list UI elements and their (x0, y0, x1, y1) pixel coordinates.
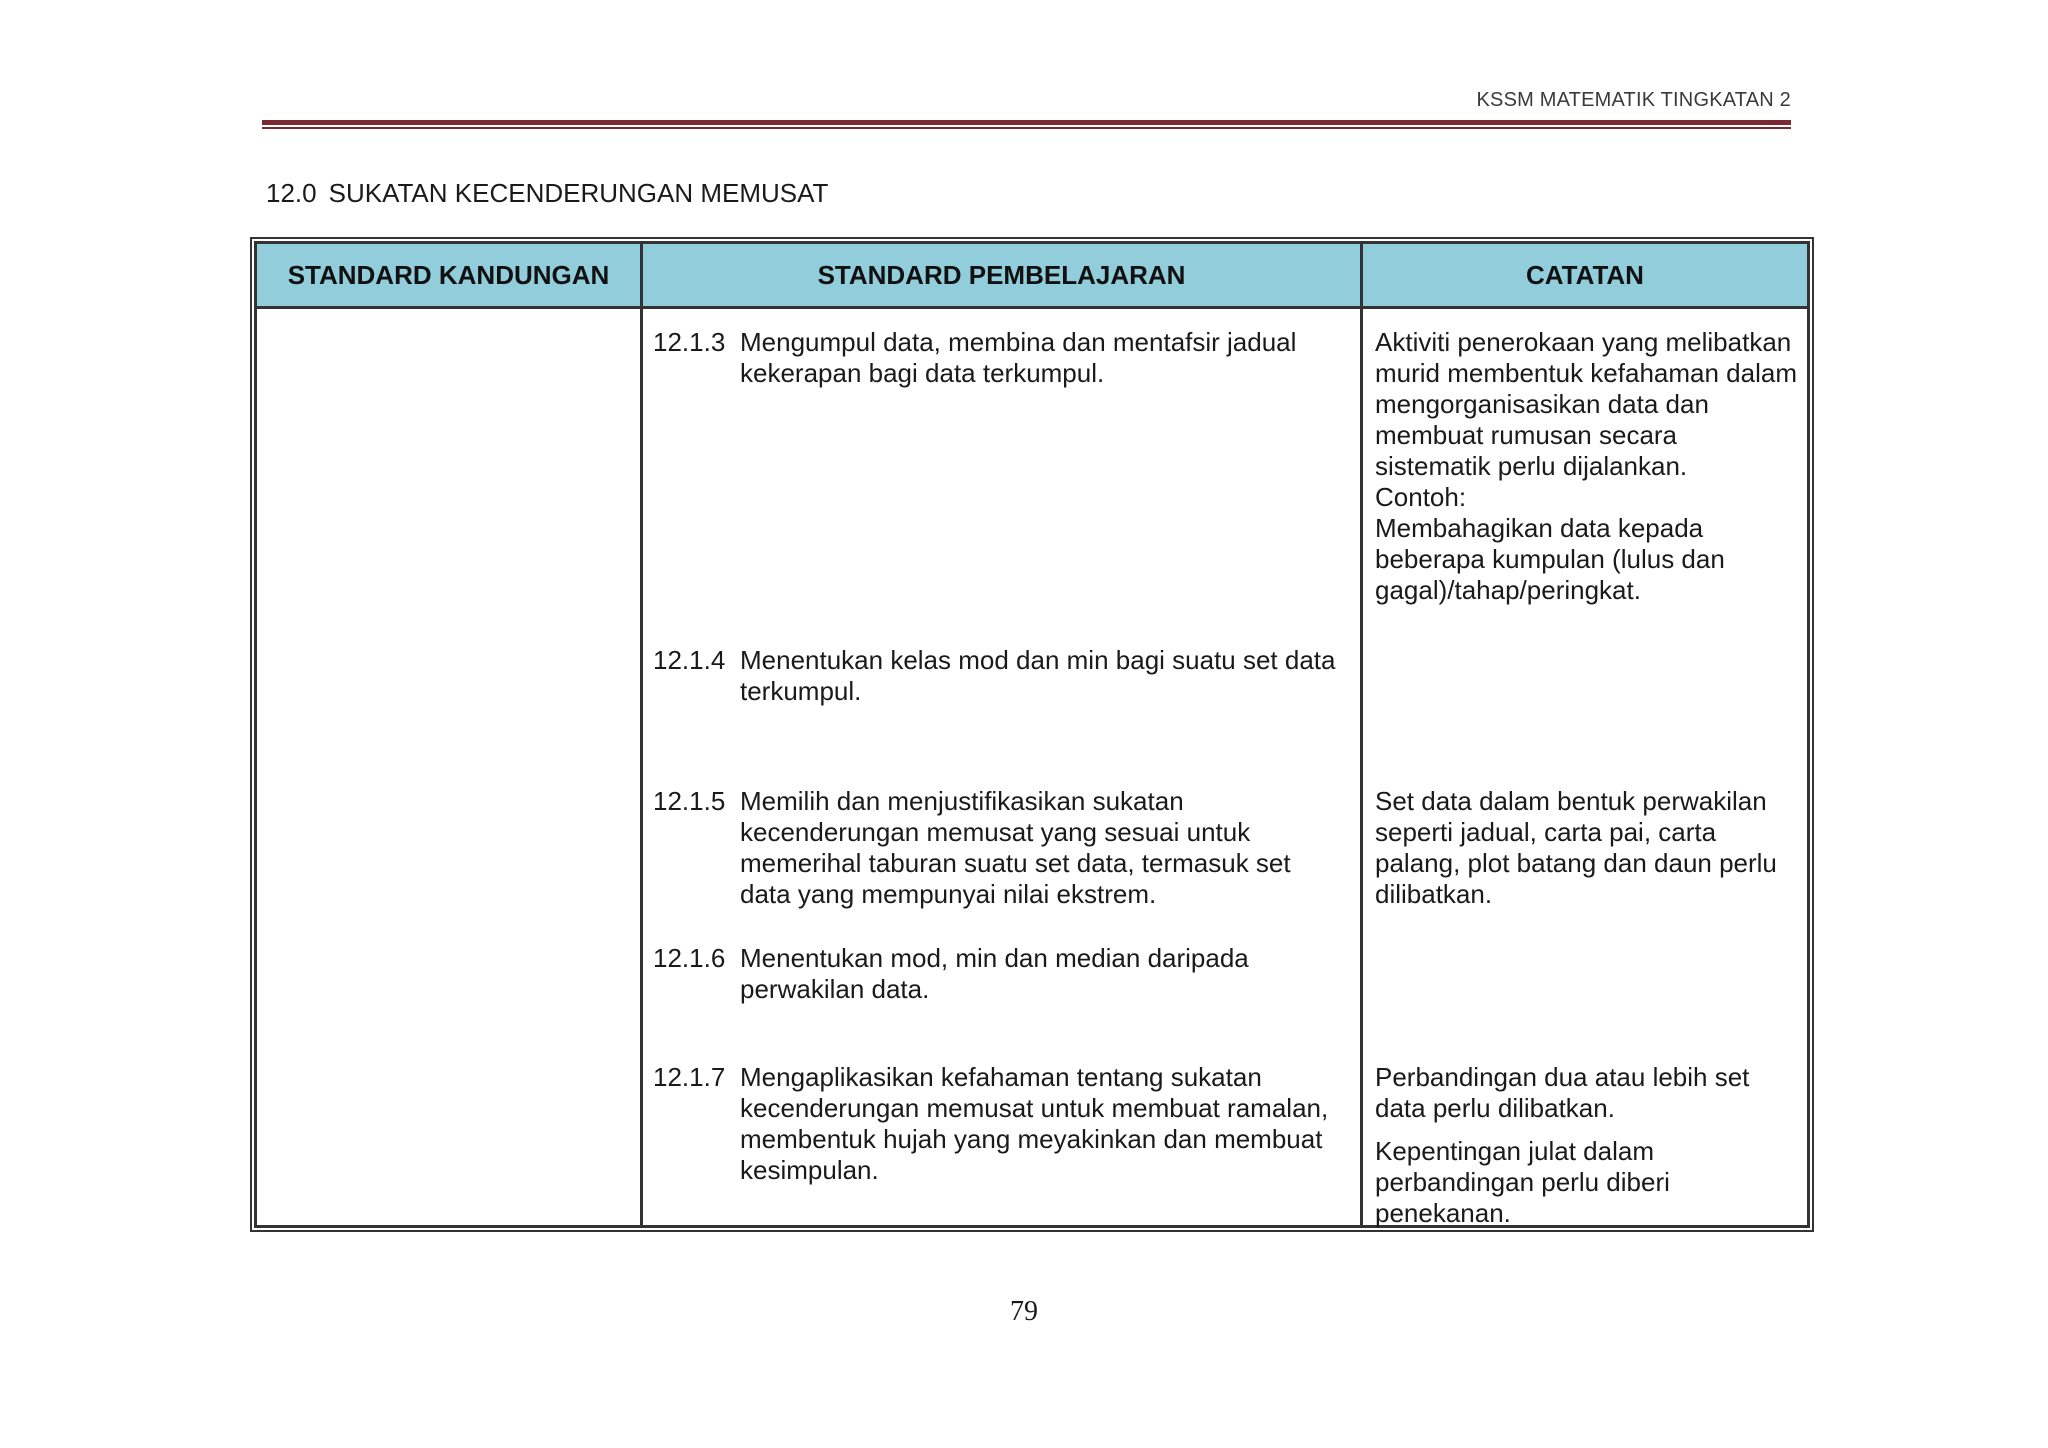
column-header-catatan: CATATAN (1362, 243, 1809, 308)
standard-code: 12.1.4 (653, 645, 726, 675)
note-paragraph: Set data dalam bentuk perwakilan seperti jadual, carta pai, carta palang, plot batang dan daun perlu dilibatkan. (1375, 786, 1777, 909)
note-block (1375, 1062, 1797, 1229)
document-header: KSSM MATEMATIK TINGKATAN 2 (1476, 89, 1791, 111)
column-header-standard-pembelajaran: STANDARD PEMBELAJARAN (642, 243, 1362, 308)
note-paragraph: Contoh: (1375, 482, 1467, 512)
standard-text: Memilih dan menjustifikasikan sukatan kecenderungan memusat yang sesuai untuk memerihal taburan suatu set data, termasuk set data yang mempunyai nilai ekstrem. (740, 786, 1291, 909)
note-paragraph: Membahagikan data kepada beberapa kumpulan (lulus dan gagal)/tahap/peringkat. (1375, 513, 1725, 605)
table-header-row (256, 243, 1809, 308)
standard-code: 12.1.5 (653, 786, 726, 816)
table-row (256, 308, 1809, 1227)
standard-code: 12.1.6 (653, 943, 726, 973)
note-paragraph: Kepentingan julat dalam perbandingan perlu diberi penekanan. (1375, 1136, 1670, 1228)
standard-text: Mengaplikasikan kefahaman tentang sukatan kecenderungan memusat untuk membuat ramalan, membentuk hujah yang meyakinkan dan membuat kesimpulan. (740, 1062, 1329, 1185)
standard-text: Menentukan kelas mod dan min bagi suatu set data terkumpul. (740, 645, 1336, 706)
standard-pembelajaran-cell (642, 308, 1362, 1227)
page-number: 79 (1010, 1296, 1038, 1327)
standard-kandungan-cell (256, 308, 642, 1227)
standard-item (653, 943, 1346, 1005)
header-rule (262, 120, 1791, 125)
standard-text: Mengumpul data, membina dan mentafsir jadual kekerapan bagi data terkumpul. (740, 327, 1297, 388)
standard-code: 12.1.7 (653, 1062, 726, 1092)
standard-item (653, 786, 1346, 910)
section-title-text: SUKATAN KECENDERUNGAN MEMUSAT (328, 178, 829, 208)
standard-item (653, 327, 1346, 389)
section-number: 12.0 (266, 178, 317, 208)
note-paragraph: Aktiviti penerokaan yang melibatkan murid membentuk kefahaman dalam mengorganisasikan data dan membuat rumusan secara sistematik perlu dijalankan. (1375, 327, 1797, 481)
standard-text: Menentukan mod, min dan median daripada perwakilan data. (740, 943, 1249, 1004)
curriculum-table (250, 237, 1814, 1232)
column-header-standard-kandungan: STANDARD KANDUNGAN (256, 243, 642, 308)
standard-code: 12.1.3 (653, 327, 726, 357)
standard-item (653, 645, 1346, 707)
catatan-cell (1362, 308, 1809, 1227)
note-block (1375, 327, 1797, 606)
header-rule-thin (262, 127, 1791, 129)
note-block (1375, 786, 1797, 910)
section-title (266, 178, 828, 209)
standard-item (653, 1062, 1346, 1186)
note-paragraph: Perbandingan dua atau lebih set data perlu dilibatkan. (1375, 1062, 1750, 1123)
